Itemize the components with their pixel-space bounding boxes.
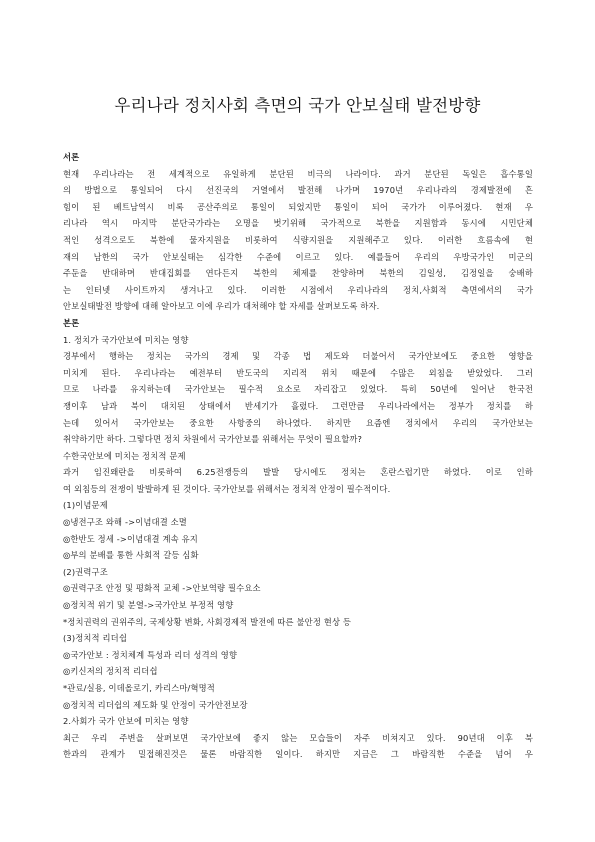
text-line: 과거 임진왜란을 비롯하여 6.25전쟁등의 발발 당시에도 정치는 혼란스럽기만 하였다. 이로 인하	[63, 467, 533, 478]
text-line: 의 방법으로 통일되어 다시 선진국의 거열에서 발전해 나가며 1970년 우리나라의 경제발전에 흔	[63, 185, 533, 196]
text-line: *정치권력의 권위주의, 국제상황 변화, 사회경제적 발전에 따른 불안정 현상 등	[63, 616, 352, 627]
text-line: *관료/실용, 이데올로기, 카리스마/혁명적	[63, 683, 215, 693]
text-line: ◎권력구조 안정 및 평화적 교체 ->안보역량 필수요소	[63, 583, 261, 594]
text-line: 적인 성격으로도 북한에 물자지원을 비롯하여 식량지원을 지원해주고 있다. 이러한 흐름속에 현	[63, 234, 533, 245]
text-line: ◎정치적 리더쉽의 제도화 및 안정이 국가안전보장	[63, 699, 248, 710]
text-line: 수한국안보에 미치는 정치적 문제	[63, 450, 186, 461]
text-line: 재의 남한의 국가 안보실태는 심각한 수준에 이르고 있다. 예를들어 우리의 우방국가인 미군의	[63, 251, 533, 262]
document-title: 우리나라 정치사회 측면의 국가 안보실태 발전방향	[114, 96, 481, 115]
text-line: 는데 있어서 국가안보는 중요한 사항중의 하나였다. 하지만 요즘엔 정치에서 우리의 국가안보는	[63, 417, 533, 428]
text-line: 여 외침등의 전쟁이 발발하게 된 것이다. 국가안보를 위해서는 정치적 안정이 필수적이다.	[63, 483, 391, 494]
text-line: 한과의 관계가 밀접해진것은 물론 바람직한 일이다. 하지만 지금은 그 바람직한 수준을 넘어 우	[63, 749, 533, 760]
text-line: ◎냉전구조 와해 ->이념대결 소멸	[63, 517, 187, 528]
section-heading: 본론	[63, 317, 80, 328]
text-line: (3)정치적 리더쉽	[63, 633, 127, 644]
text-line: ◎부의 분배를 통한 사회적 갈등 심화	[63, 550, 199, 561]
text-line: ◎국가안보 : 정치체계 특성과 리더 성격의 영향	[63, 649, 238, 660]
text-line: 쟁이후 남과 북이 대치된 상태에서 반세기가 흘렀다. 그런만큼 우리나라에서는 정부가 정치를 하	[63, 400, 533, 411]
text-line: ◎한반도 정세 ->이념대결 계속 유지	[63, 533, 198, 544]
text-line: (1)이념문제	[63, 500, 108, 511]
section-heading: 서론	[63, 152, 80, 162]
text-line: 1. 정치가 국가안보에 미치는 영향	[63, 334, 189, 345]
text-line: 주둔을 반대하며 반대집회를 연다든지 북한의 체제를 찬양하며 북한의 김일성, 김정일을 숭배하	[63, 268, 533, 279]
text-line: ◎정치적 위기 및 분열->국가안보 부정적 영향	[63, 600, 234, 611]
text-line: 최근 우리 주변을 살펴보면 국가안보에 좋지 않는 모습들이 자주 비쳐지고 있다. 90년대 이후 북	[63, 732, 533, 743]
text-line: 현재 우리나라는 전 세계적으로 유일하게 분단된 비극의 나라이다. 과거 분단된 독일은 흡수통일	[63, 168, 533, 179]
text-line: 2.사회가 국가 안보에 미치는 영향	[63, 716, 189, 727]
text-line: 므로 나라를 유지하는데 국가안보는 필수적 요소로 자리잡고 있었다. 특히 50년에 일어난 한국전	[63, 384, 533, 395]
text-line: 취약하기만 하다. 그렇다면 정치 차원에서 국가안보를 위해서는 무엇이 필요할까?	[63, 434, 363, 445]
text-line: 는 인터넷 사이트까지 생겨나고 있다. 이러한 시점에서 우리나라의 정치,사회적 측면에서의 국가	[63, 284, 533, 295]
text-line: 미치게 된다. 우리나라는 예전부터 반도국의 지리적 위치 때문에 수많은 외침을 받았었다. 그러	[63, 367, 533, 378]
text-line: 리나라 역시 마지막 분단국가라는 오명을 벗기위해 국가적으로 북한을 지원함과 동시에 시민단체	[63, 218, 533, 229]
document-body	[63, 149, 533, 763]
text-line: (2)권력구조	[63, 566, 108, 577]
text-line: 경부에서 행하는 정치는 국가의 경제 및 각종 법 제도와 더불어서 국가안보에도 중요한 영향을	[63, 351, 533, 362]
text-line: 안보실태발전 방향에 대해 알아보고 이에 우리가 대처해야 할 자세를 살펴보도록 하자.	[63, 301, 380, 312]
text-line: 힘이 된 베트남역시 비록 공산주의로 통일이 되었지만 통일이 되어 국가가 이루어졌다. 현재 우	[63, 201, 533, 212]
text-line: ◎키신저의 정치적 리더쉽	[63, 666, 158, 677]
